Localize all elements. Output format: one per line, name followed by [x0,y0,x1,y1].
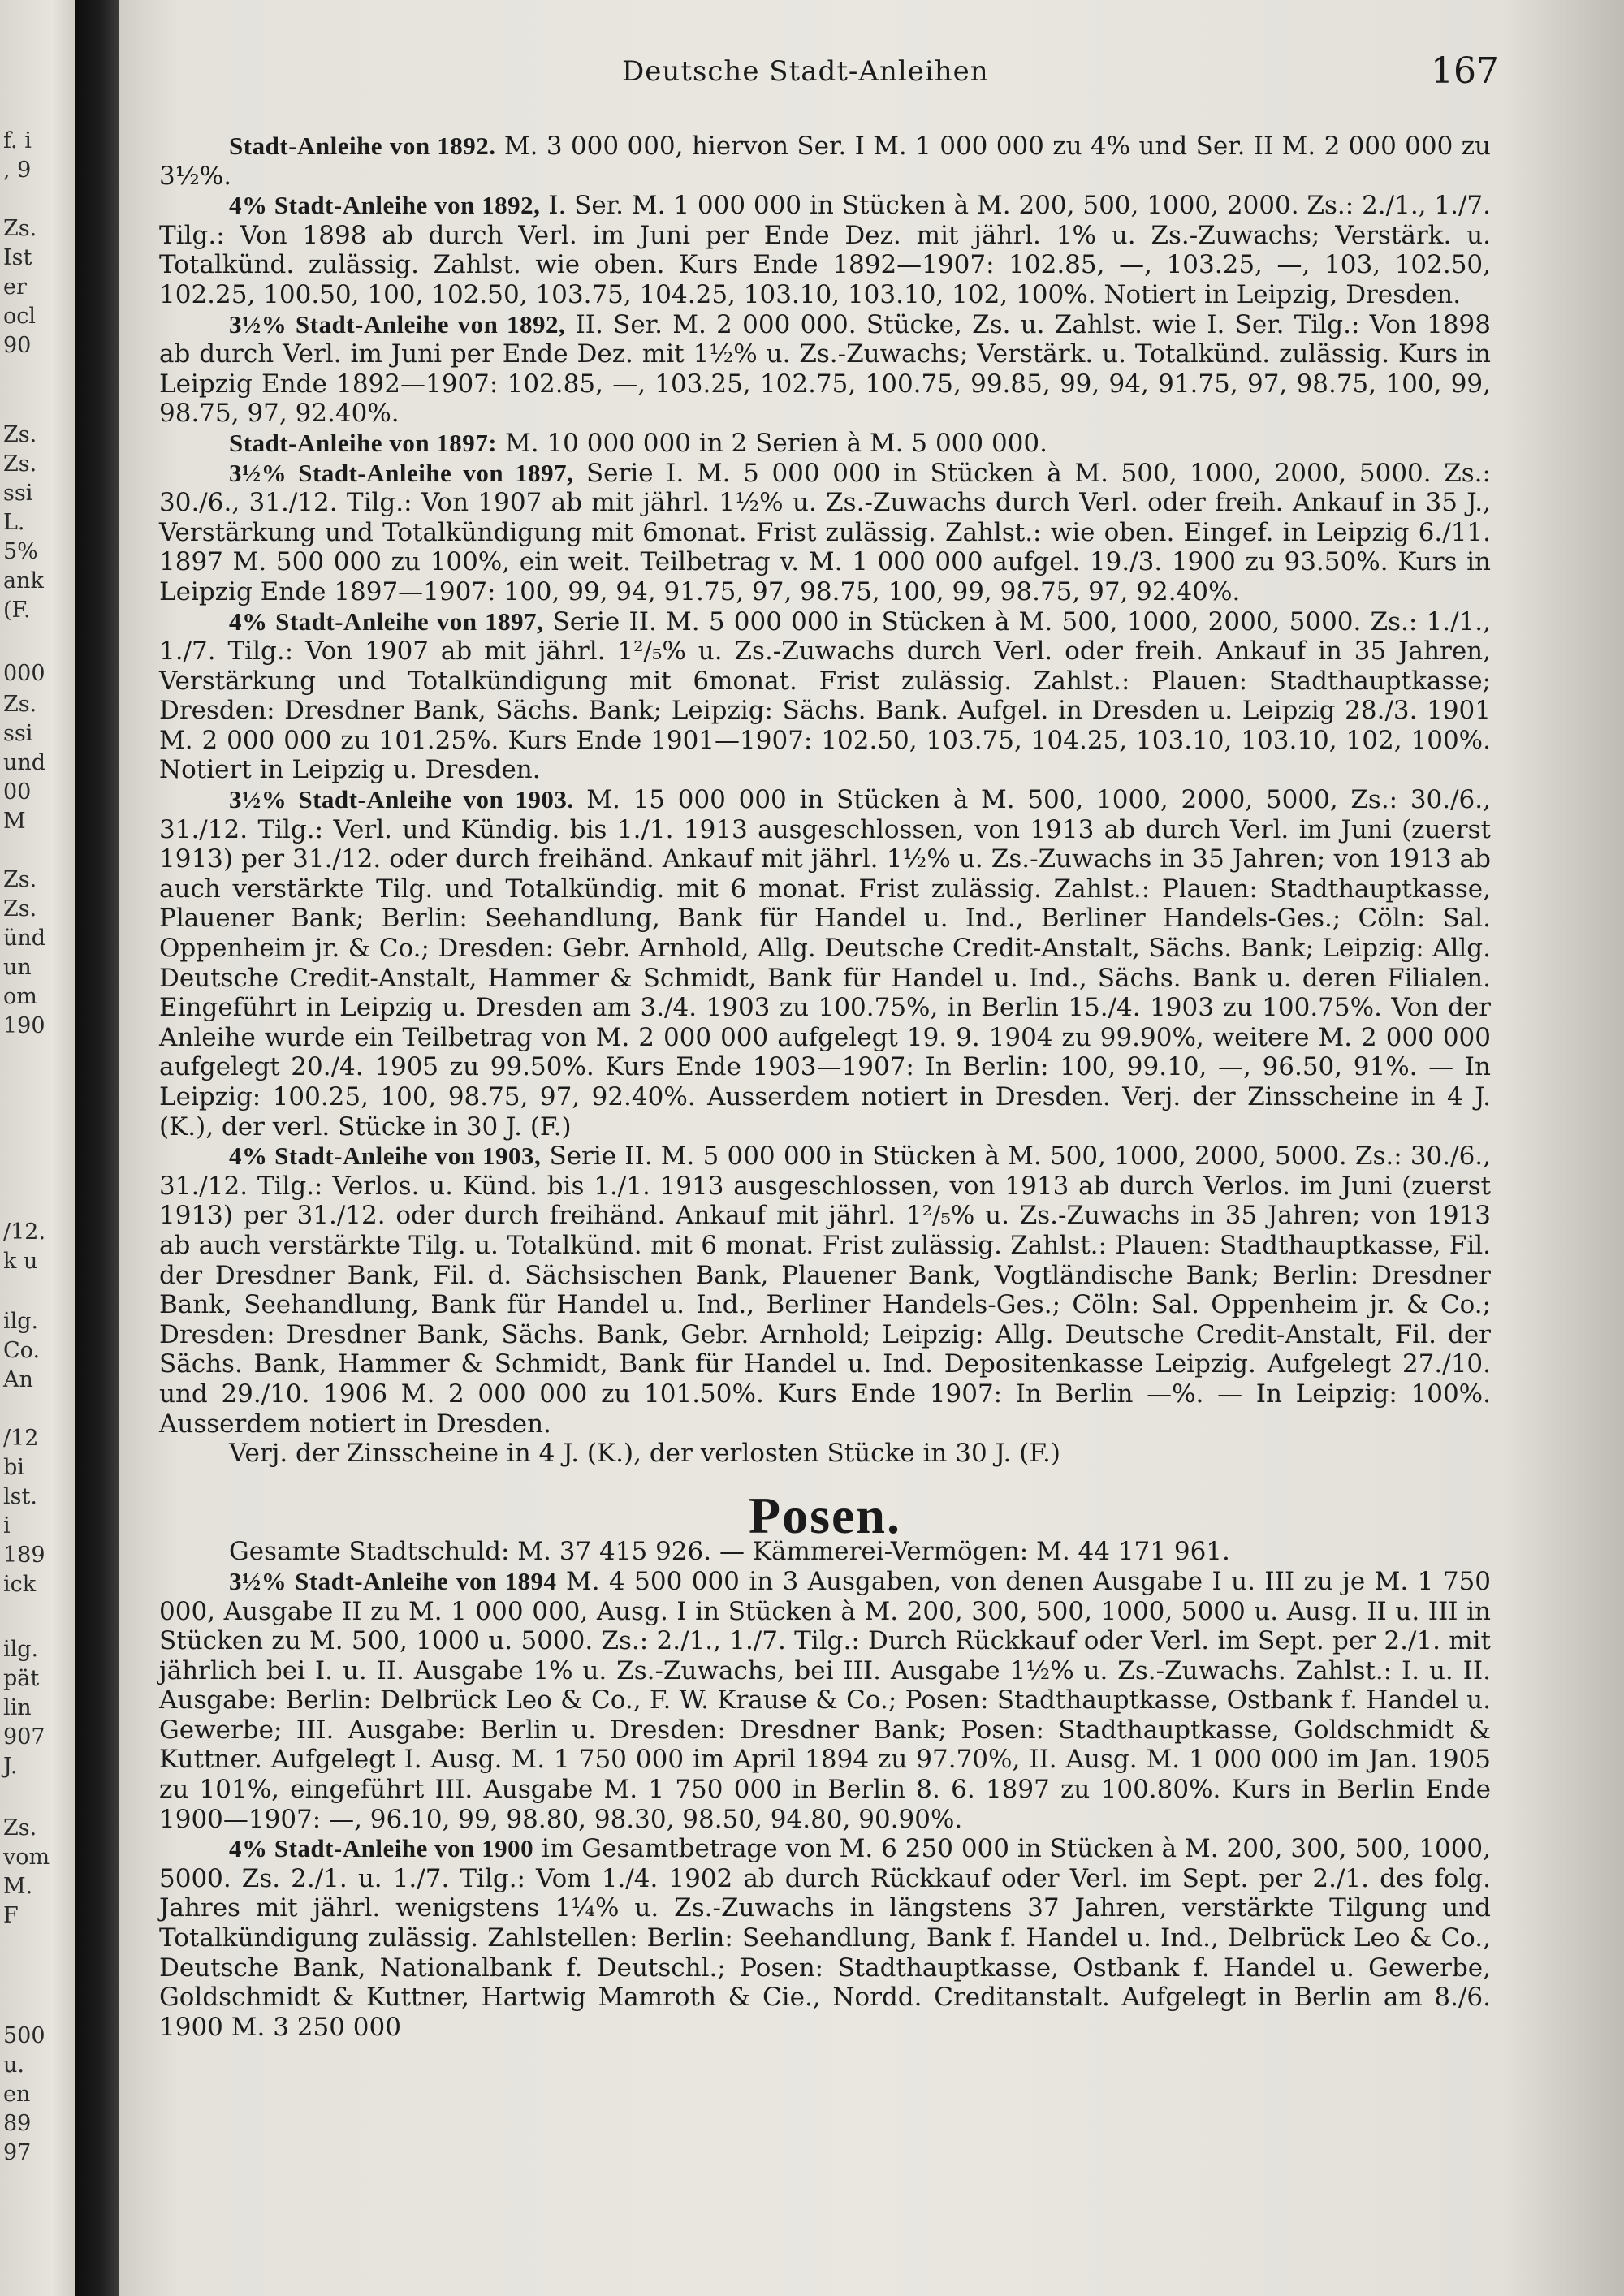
entry-paragraph [159,1567,1491,1834]
prev-fragment: er [3,274,27,300]
page-header [119,50,1499,99]
prev-fragment: 90 [3,333,32,358]
entry-title: Stadt-Anleihe von 1892. [229,132,496,160]
prev-fragment: Zs. [3,1815,37,1841]
prev-fragment: , 9 [3,158,32,183]
prev-fragment: (F. [3,598,31,623]
entry-title: Stadt-Anleihe von 1897: [229,428,498,457]
entry-paragraph [159,785,1491,1142]
entry-paragraph [159,459,1491,607]
prev-fragment: 89 [3,2111,32,2136]
entry-paragraph [159,1142,1491,1439]
prev-fragment: en [3,2082,31,2107]
entry-title: 4% Stadt-Anleihe von 1892, [229,191,541,220]
prev-fragment: Zs. [3,216,37,241]
entry-title: 3½% Stadt-Anleihe von 1903. [229,785,574,814]
closing-note: Verj. der Zinsscheine in 4 J. (K.), der verlosten Stücke in 30 J. (F.) [229,1439,1060,1469]
prev-fragment: ank [3,568,44,593]
entry-text: Serie II. M. 5 000 000 in Stücken à M. 500, 1000, 2000, 5000. Zs.: 1./1., 1./7. Tilg.: Von 1907 ab mit jährl. 1²/₅% u. Zs.-Zuwachs durch Verl. oder freih. Ankauf in 35 Jahren, Verstärkung und Totalkündigung mit 6monat. Frist zulässig. Zahlst.: Plauen: Stadthauptkasse; Dresden: Dresdner Bank, Sächs. Bank; Leipzig: Sächs. Bank. Aufgel. in Dresden u. Leipzig 28./3. 1901 M. 2 000 000 zu 101.25%. Kurs Ende 1901—1907: 102.50, 103.75, 104.25, 103.10, 103.10, 102, 100%. Notiert in Leipzig u. Dresden. [159,606,1491,785]
prev-fragment: ilg. [3,1637,39,1662]
entry-title: 3½% Stadt-Anleihe von 1892, [229,309,566,339]
prev-fragment: ick [3,1572,37,1597]
prev-fragment: lin [3,1695,32,1720]
running-title: Deutsche Stadt-Anleihen [622,55,989,88]
prev-fragment: ocl [3,304,37,329]
prev-fragment: Zs. [3,422,37,447]
entry-title: 4% Stadt-Anleihe von 1903, [229,1142,542,1171]
entry-paragraph [159,1834,1491,2042]
prev-fragment: 500 [3,2023,45,2048]
prev-fragment: /12. [3,1219,46,1245]
prev-fragment: i [3,1513,11,1539]
entry-text: im Gesamtbetrage von M. 6 250 000 in Stücken à M. 200, 300, 500, 1000, 5000. Zs. 2./1. u. 1./7. Tilg.: Vom 1./4. 1902 ab durch Rückkauf oder Verl. im Sept. per 2./1. des folg. Jahres mit jährl. wenigstens 1¼% u. Zs.-Zuwachs in längstens 37 Jahren, verstärkte Tilgung und Totalkündigung zulässig. Zahlstellen: Berlin: Seehandlung, Bank f. Handel u. Ind., Delbrück Leo & Co., Deutsche Bank, Nationalbank f. Deutschl.; Posen: Stadthauptkasse, Ostbank f. Handel u. Gewerbe, Goldschmidt & Kuttner, Hartwig Mamroth & Cie., Nordd. Creditanstalt. Aufgelegt in Berlin am 8./6. 1900 M. 3 250 000 [159,1834,1491,2042]
prev-fragment: Zs. [3,451,37,477]
prev-fragment: und [3,750,46,775]
prev-fragment: J. [3,1754,18,1779]
entry-text: II. Ser. M. 2 000 000. Stücke, Zs. u. Zahlst. wie I. Ser. Tilg.: Von 1898 ab durch Verl. im Juni per Ende Dez. mit 1½% u. Zs.-Zuwachs; Verstärk. u. Totalkünd. zulässig. Kurs in Leipzig Ende 1892—1907: 102.85, —, 103.25, 102.75, 100.75, 99.85, 99, 94, 91.75, 97, 98.75, 100, 99, 98.75, 97, 92.40%. [159,309,1491,429]
entry-paragraph [159,607,1491,786]
prev-fragment: Co. [3,1338,41,1363]
prev-fragment: pät [3,1666,40,1691]
prev-fragment: f. i [3,128,32,153]
prev-fragment: lst. [3,1484,37,1509]
prev-fragment: ünd [3,926,46,951]
entry-text: Serie I. M. 5 000 000 in Stücken à M. 500, 1000, 2000, 5000. Zs.: 30./6., 31./12. Tilg.: Von 1907 ab mit jährl. 1½% u. Zs.-Zuwachs durch Verl. oder freih. Ankauf in 35 J., Verstärkung und Totalkündigung mit 6monat. Frist zulässig. Zahlst.: wie oben. Eingef. in Leipzig 6./11. 1897 M. 500 000 zu 100%, ein weit. Teilbetrag v. M. 1 000 000 aufgel. 19./3. 1900 zu 93.50%. Kurs in Leipzig Ende 1897—1907: 100, 99, 94, 91.75, 97, 98.75, 100, 99, 98.75, 97, 92.40%. [159,458,1491,606]
prev-fragment: om [3,984,37,1009]
entry-paragraph [159,310,1491,429]
prev-fragment: bi [3,1455,24,1480]
entry-paragraph [159,191,1491,309]
city-heading: Posen. [749,1486,901,1544]
prev-fragment: F [3,1903,19,1928]
prev-fragment: vom [3,1845,50,1870]
entry-text: M. 15 000 000 in Stücken à M. 500, 1000, 2000, 5000, Zs.: 30./6., 31./12. Tilg.: Verl. und Kündig. bis 1./1. 1913 ausgeschlossen, von 1913 ab durch Verl. im Juni (zuerst 1913) per 31./12. oder durch freihänd. Ankauf mit jährl. 1½% u. Zs.-Zuwachs in 35 Jahren; von 1913 ab auch verstärkte Tilg. und Totalkündig. mit 6 monat. Frist zulässig. Zahlst.: Plauen: Stadthauptkasse, Plauener Bank; Berlin: Seehandlung, Bank für Handel u. Ind., Berliner Handels-Ges.; Cöln: Sal. Oppenheim jr. & Co.; Dresden: Gebr. Arnhold, Allg. Deutsche Credit-Anstalt, Sächs. Bank; Leipzig: Allg. Deutsche Credit-Anstalt, Hammer & Schmidt, Bank für Handel u. Ind., Sächs. Bank u. deren Filialen. Eingeführt in Leipzig u. Dresden am 3./4. 1903 zu 100.75%, in Berlin 15./4. 1903 zu 100.75%. Von der Anleihe wurde ein Teilbetrag von M. 2 000 000 aufgelegt 19. 9. 1904 zu 99.90%, weitere M. 2 000 000 aufgelegt 20./4. 1905 zu 99.50%. Kurs Ende 1903—1907: In Berlin: 100, 99.10, —, 96.50, 91%. — In Leipzig: 100.25, 100, 98.75, 97, 92.40%. Ausserdem notiert in Dresden. Verj. der Zinsscheine in 4 J. (K.), der verl. Stücke in 30 J. (F.) [159,785,1491,1142]
prev-fragment: 190 [3,1013,45,1038]
prev-fragment: L. [3,510,25,535]
prev-fragment: ssi [3,721,33,746]
entry-text: M. 10 000 000 in 2 Serien à M. 5 000 000. [497,428,1047,458]
city-summary: Gesamte Stadtschuld: M. 37 415 926. — Kämmerei-Vermögen: M. 44 171 961. [229,1537,1230,1567]
book-spine [75,0,119,2296]
prev-fragment: M [3,809,26,834]
entry-text: M. 3 000 000, hiervon Ser. I M. 1 000 000 zu 4% und Ser. II M. 2 000 000 zu 3½%. [159,132,1491,191]
prev-fragment: 97 [3,2140,32,2165]
prev-fragment: ilg. [3,1309,39,1334]
prev-fragment: un [3,955,32,980]
prev-fragment: u. [3,2052,24,2078]
prev-fragment: 000 [3,661,45,686]
entry-paragraph [159,429,1491,459]
prev-fragment: Zs. [3,867,37,892]
entry-paragraph [159,132,1491,191]
prev-fragment: /12 [3,1426,39,1451]
prev-fragment: M. [3,1874,33,1899]
prev-fragment: Zs. [3,692,37,717]
prev-fragment: Ist [3,245,32,270]
prev-fragment: Zs. [3,896,37,921]
entry-text: M. 4 500 000 in 3 Ausgaben, von denen Ausgabe I u. III zu je M. 1 750 000, Ausgabe II zu M. 1 000 000, Ausg. I in Stücken à M. 200, 300, 500, 1000, 5000 u. Ausg. II u. III in Stücken zu M. 500, 1000 u. 5000. Zs.: 2./1., 1./7. Tilg.: Durch Rückkauf oder Verl. im Sept. per 2./1. mit jährlich bei I. u. II. Ausgabe 1% u. Zs.-Zuwachs, bei III. Ausgabe 1½% u. Zs.-Zuwachs. Zahlst.: I. u. II. Ausgabe: Berlin: Delbrück Leo & Co., F. W. Krause & Co.; Posen: Stadthauptkasse, Ostbank f. Handel u. Gewerbe; III. Ausgabe: Berlin u. Dresden: Dresdner Bank; Posen: Stadthauptkasse, Goldschmidt & Kuttner. Aufgelegt I. Ausg. M. 1 750 000 im April 1894 zu 97.70%, II. Ausg. M. 1 000 000 im Jan. 1905 zu 101%, eingeführt III. Ausgabe M. 1 750 000 in Berlin 8. 6. 1897 zu 100.80%. Kurs in Berlin Ende 1900—1907: —, 96.10, 99, 98.80, 98.30, 98.50, 94.80, 90.90%. [159,1566,1491,1834]
previous-page-edge [0,0,75,2296]
prev-fragment: 907 [3,1724,45,1750]
prev-fragment: 5% [3,539,38,564]
prev-fragment: k u [3,1249,38,1274]
page-number: 167 [1431,50,1499,92]
page-body [159,132,1491,2042]
entry-title: 4% Stadt-Anleihe von 1900 [229,1834,534,1863]
prev-fragment: An [3,1367,33,1392]
book-page [119,0,1624,2296]
entry-title: 3½% Stadt-Anleihe von 1894 [229,1566,557,1595]
prev-fragment: ssi [3,481,33,506]
entry-text: I. Ser. M. 1 000 000 in Stücken à M. 200, 500, 1000, 2000. Zs.: 2./1., 1./7. Tilg.: Von 1898 ab durch Verl. im Juni per Ende Dez. mit jährl. 1% u. Zs.-Zuwachs; Verstärk. u. Totalkünd. zulässig. Zahlst. wie oben. Kurs Ende 1892—1907: 102.85, —, 103.25, —, 103, 102.50, 102.25, 100.50, 100, 102.50, 103.75, 104.25, 103.10, 103.10, 102, 100%. Notiert in Leipzig, Dresden. [159,191,1491,309]
entry-title: 3½% Stadt-Anleihe von 1897, [229,458,574,487]
entry-text: Serie II. M. 5 000 000 in Stücken à M. 500, 1000, 2000, 5000. Zs.: 30./6., 31./12. Tilg.: Verlos. u. Künd. bis 1./1. 1913 ausgeschlossen, von 1913 ab durch Verlos. im Juni (zuerst 1913) per 31./12. oder durch freihänd. Ankauf mit jährl. 1²/₅% u. Zs.-Zuwachs in 35 Jahren; von 1913 ab auch verstärkte Tilg. u. Totalkünd. mit 6 monat. Frist zulässig. Zahlst.: Plauen: Stadthauptkasse, Fil. der Dresdner Bank, Fil. d. Sächsischen Bank, Plauener Bank, Vogtländische Bank; Berlin: Dresdner Bank, Seehandlung, Bank für Handel u. Ind., Berliner Handels-Ges.; Cöln: Sal. Oppenheim jr. & Co.; Dresden: Dresdner Bank, Sächs. Bank, Gebr. Arnhold; Leipzig: Allg. Deutsche Credit-Anstalt, Fil. der Sächs. Bank, Hammer & Schmidt, Bank für Handel u. Ind. Depositenkasse Leipzig. Aufgelegt 27./10. und 29./10. 1906 M. 2 000 000 zu 101.50%. Kurs Ende 1907: In Berlin —%. — In Leipzig: 100%. Ausserdem notiert in Dresden. [159,1142,1492,1439]
prev-fragment: 00 [3,779,32,805]
entry-title: 4% Stadt-Anleihe von 1897, [229,606,544,636]
prev-fragment: 189 [3,1543,45,1568]
